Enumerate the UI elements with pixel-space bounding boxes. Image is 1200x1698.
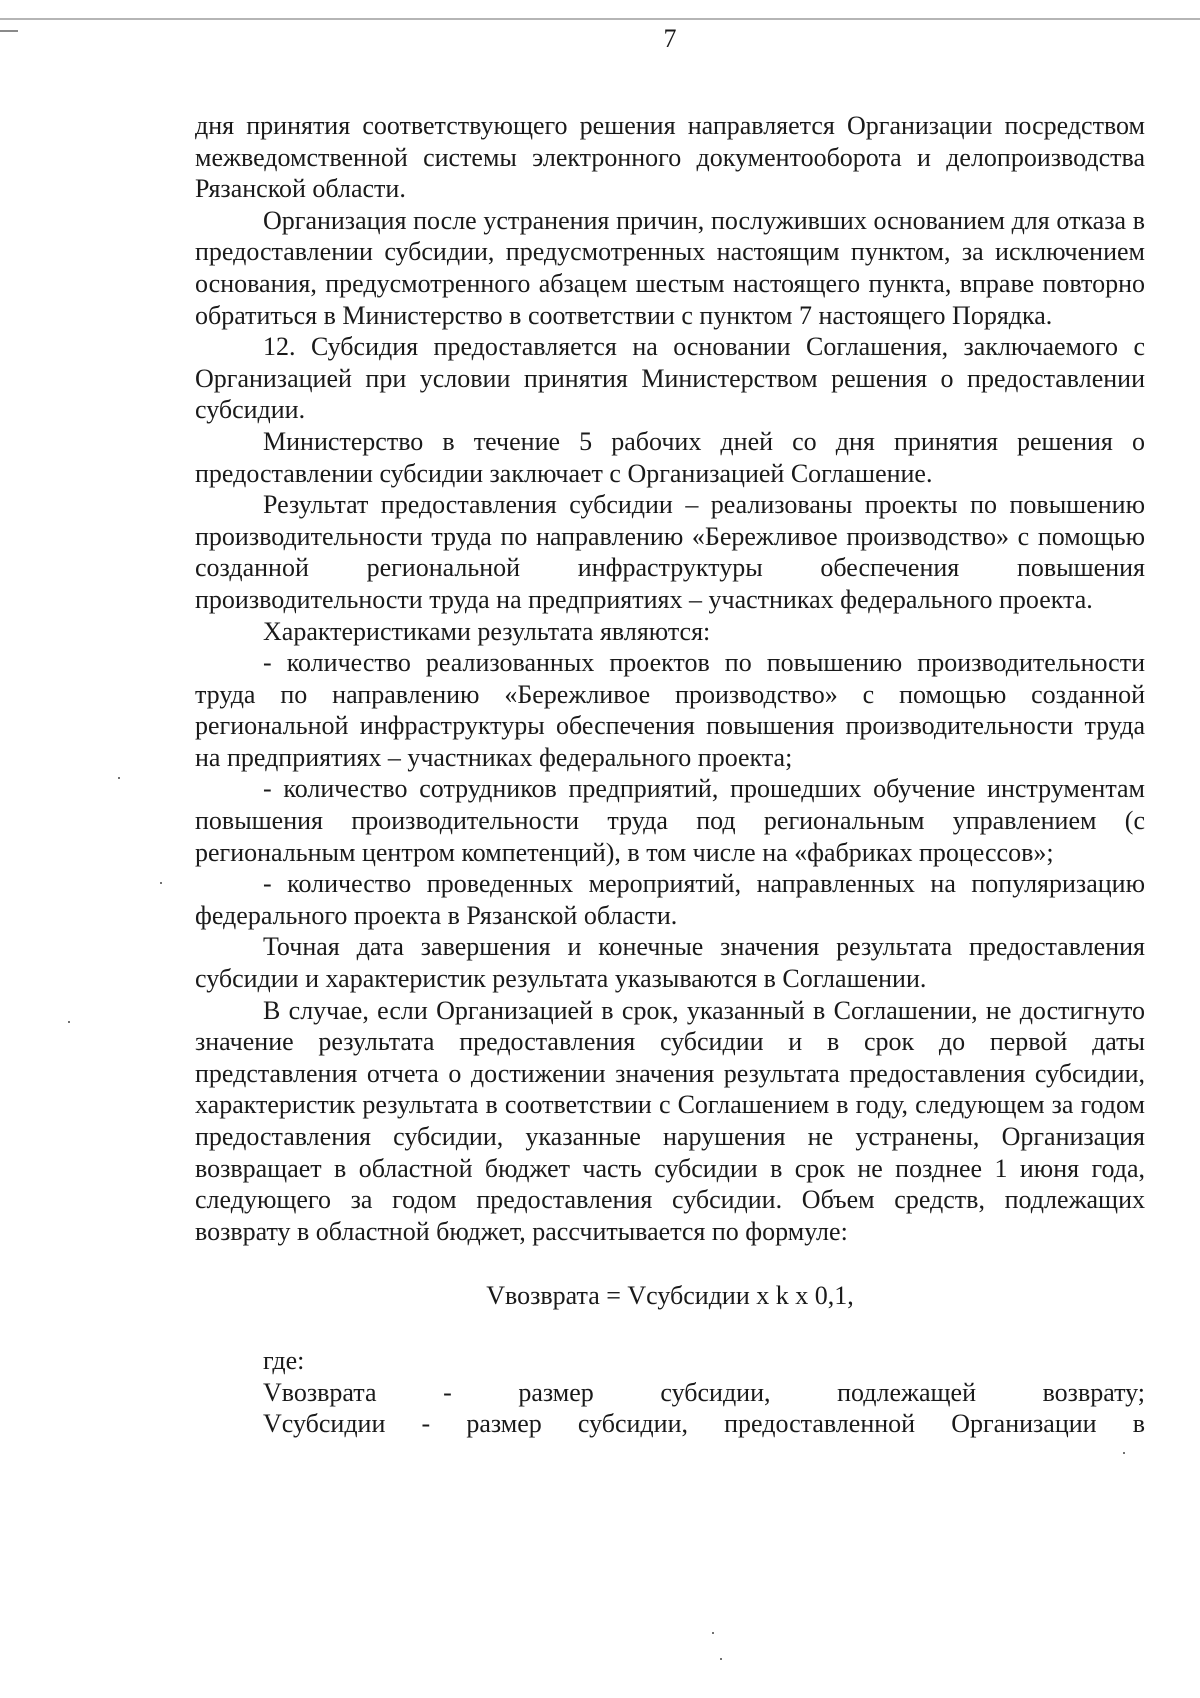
definition-line: Vсубсидии - размер субсидии, предоставленной Организации в — [263, 1409, 1145, 1439]
paragraph: 12. Субсидия предоставляется на основании Соглашения, заключаемого с Организацией при условии принятия Министерством решения о предоставлении субсидии. — [195, 332, 1145, 425]
list-item: - количество реализованных проектов по повышению производительности труда по направлению «Бережливое производство» с помощью созданной региональной инфраструктуры обеспечения повышения производительности труда на предприятиях – участниках федерального проекта; — [195, 648, 1145, 772]
paragraph: Министерство в течение 5 рабочих дней со дня принятия решения о предоставлении субсидии заключает с Организацией Соглашение. — [195, 426, 1145, 488]
scan-speck — [160, 882, 162, 884]
paragraph: В случае, если Организацией в срок, указанный в Соглашении, не достигнуто значение результата предоставления субсидии и в срок до первой даты представления отчета о достижении значения результата предоставления субсидии, характеристик результата в соответствии с Соглашением в году, следующем за годом предоставления субсидии, указанные нарушения не устранены, Организация возвращает в областной бюджет часть субсидии в срок не позднее 1 июня года, следующего за годом предоставления субсидии. Объем средств, подлежащих возврату в областной бюджет, рассчитывается по формуле: — [195, 995, 1145, 1246]
document-body — [195, 110, 1145, 1440]
scan-top-edge — [0, 18, 1200, 20]
scan-speck — [720, 1658, 722, 1660]
list-item: - количество проведенных мероприятий, направленных на популяризацию федерального проекта в Рязанской области. — [195, 869, 1145, 930]
scan-speck — [712, 1632, 714, 1634]
paragraph: Точная дата завершения и конечные значения результата предоставления субсидии и характеристик результата указываются в Соглашении. — [195, 932, 1145, 994]
definition-line: Vвозврата - размер субсидии, подлежащей возврату; — [263, 1377, 1145, 1407]
page-number: 7 — [663, 24, 677, 53]
paragraph: Организация после устранения причин, послуживших основанием для отказа в предоставлении субсидии, предусмотренных настоящим пунктом, за исключением основания, предусмотренного абзацем шестым настоящего пункта, вправе повторно обратиться в Министерство в соответствии с пунктом 7 настоящего Порядка. — [195, 205, 1145, 330]
scan-speck — [1123, 1452, 1125, 1454]
list-item: - количество сотрудников предприятий, прошедших обучение инструментам повышения производительности труда под региональным управлением (с региональным центром компетенций), в том числе на «фабриках процессов»; — [195, 774, 1145, 867]
formula: Vвозврата = Vсубсидии x k x 0,1, — [486, 1281, 854, 1311]
paragraph: Результат предоставления субсидии – реализованы проекты по повышению производительности труда по направлению «Бережливое производство» с помощью созданной региональной инфраструктуры обеспечения повышения производительности труда на предприятиях – участниках федерального проекта. — [195, 490, 1145, 614]
where-label: где: — [263, 1345, 305, 1375]
paragraph: дня принятия соответствующего решения направляется Организации посредством межведомственной системы электронного документооборота и делопроизводства Рязанской области. — [195, 111, 1145, 204]
scan-speck — [118, 777, 120, 779]
scan-speck — [68, 1021, 70, 1023]
paragraph: Характеристиками результата являются: — [263, 616, 711, 646]
